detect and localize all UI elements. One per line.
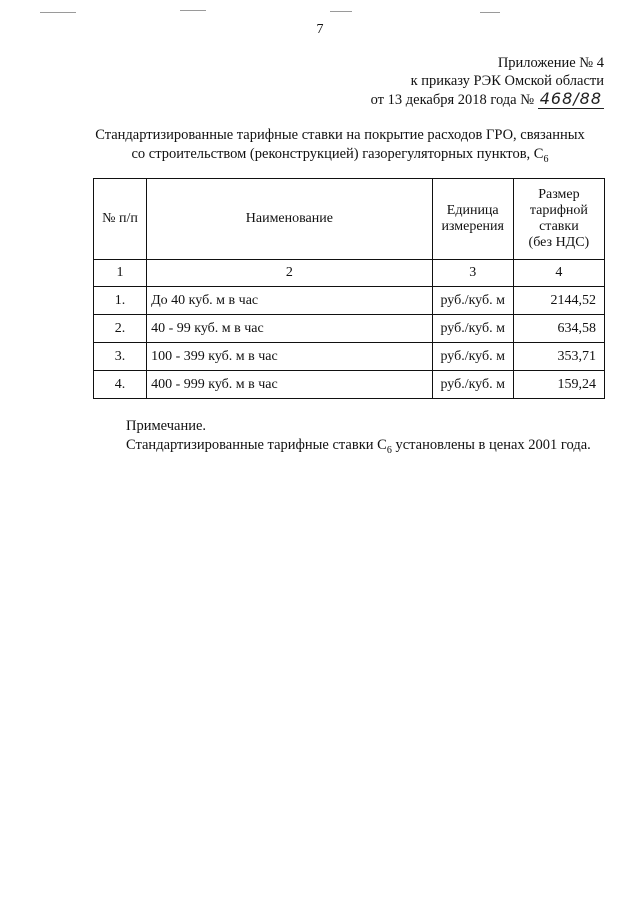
table-row: [94, 343, 605, 371]
column-number-row: [94, 260, 605, 287]
row-unit: руб./куб. м: [432, 343, 513, 371]
row-rate: 159,24: [513, 371, 604, 399]
appendix-date-text: от 13 декабря 2018 года №: [370, 92, 535, 108]
row-name: До 40 куб. м в час: [147, 287, 433, 315]
header-rate: Размер тарифной ставки (без НДС): [513, 179, 604, 260]
document-title: [40, 126, 640, 169]
tariff-table: [93, 178, 605, 399]
title-subscript: 6: [543, 153, 549, 165]
column-number: 3: [432, 260, 513, 287]
scan-artifact: [40, 12, 76, 13]
table-header-row: [94, 179, 605, 260]
header-num: № п/п: [94, 179, 147, 260]
table-row: [94, 371, 605, 399]
title-line-2: со строительством (реконструкцией) газорегуляторных пунктов, $C_6$: [131, 146, 549, 165]
row-number: 4.: [94, 371, 147, 399]
row-unit: руб./куб. м: [432, 371, 513, 399]
appendix-order-date: [371, 90, 604, 109]
scan-artifact: [330, 11, 352, 12]
header-name: Наименование: [147, 179, 433, 260]
title-line-1: Стандартизированные тарифные ставки на покрытие расходов ГРО, связанных: [95, 127, 585, 143]
row-name: 400 - 999 куб. м в час: [147, 371, 433, 399]
column-number: 1: [94, 260, 147, 287]
row-unit: руб./куб. м: [432, 287, 513, 315]
appendix-order-ref: к приказу РЭК Омской области: [410, 73, 604, 89]
row-rate: 634,58: [513, 315, 604, 343]
appendix-title: Приложение № 4: [497, 55, 604, 71]
row-number: 2.: [94, 315, 147, 343]
header-unit: Единица измерения: [432, 179, 513, 260]
row-rate: 353,71: [513, 343, 604, 371]
scan-artifact: [480, 12, 500, 13]
column-number: 4: [513, 260, 604, 287]
column-number: 2: [147, 260, 433, 287]
row-name: 100 - 399 куб. м в час: [147, 343, 433, 371]
row-unit: руб./куб. м: [432, 315, 513, 343]
note-subscript: 6: [386, 444, 392, 456]
row-number: 3.: [94, 343, 147, 371]
note-title: Примечание.: [126, 418, 207, 434]
row-number: 1.: [94, 287, 147, 315]
row-rate: 2144,52: [513, 287, 604, 315]
row-name: 40 - 99 куб. м в час: [147, 315, 433, 343]
page-number: 7: [316, 22, 324, 37]
scan-artifact: [180, 10, 206, 11]
handwritten-order-number: 468/88: [539, 89, 602, 108]
note-text: Стандартизированные тарифные ставки $C_6$ установлены в ценах 2001 года.: [126, 437, 591, 456]
appendix-header: [371, 54, 604, 109]
table-row: [94, 315, 605, 343]
table-row: [94, 287, 605, 315]
